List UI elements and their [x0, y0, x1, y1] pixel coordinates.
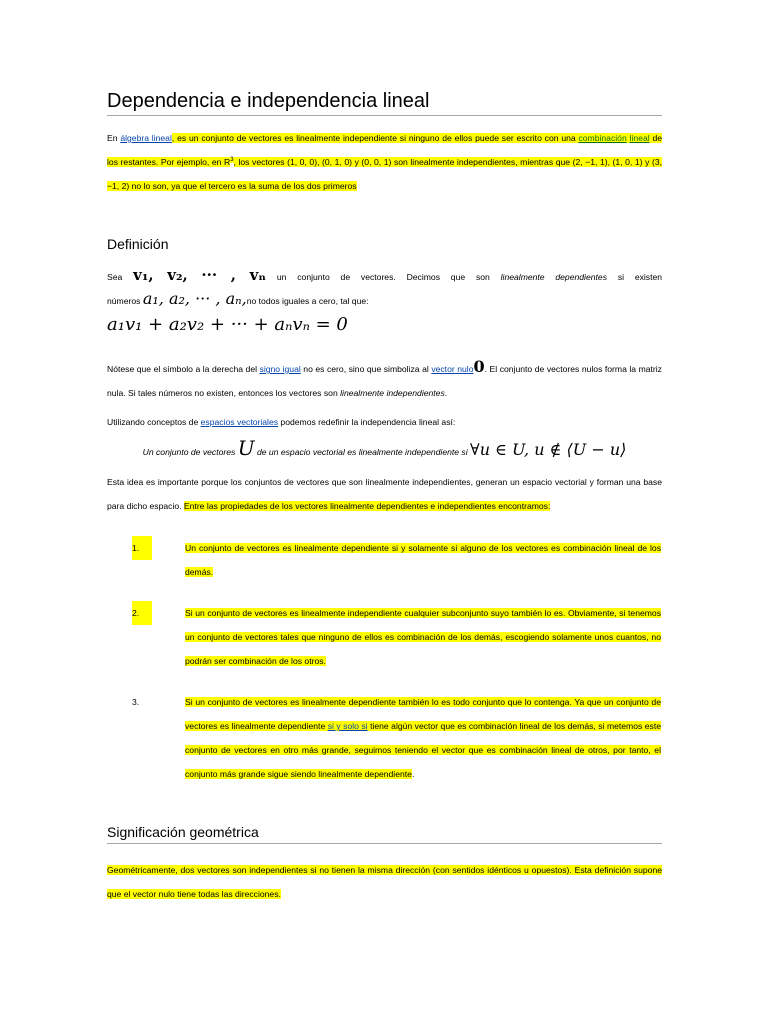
vectors-math: v₁, v₂, ··· , vₙ [133, 266, 267, 284]
intro-highlight-3: , los vectores (1, 0, 0), (0, 1, 0) y (0, 0, 1) son linealmente independientes, mientras que (2, −1, 1), (1, 0, 1) y (3, −1, 2) no lo son, ya que el tercero es la suma de los dos primeros [107, 157, 662, 191]
def-text-1: un conjunto de vectores. Decimos que son [276, 272, 490, 282]
span-condition-math: ∀u ∈ U, u ∉ ⟨U − u⟩ [470, 440, 627, 459]
list-item [132, 601, 661, 673]
note-text-b: no es cero, sino que simboliza al [300, 364, 432, 374]
note-italic: linealmente independientes [340, 388, 445, 398]
definition-heading: Definición [107, 236, 169, 252]
util-text-b: podemos redefinir la independencia lineal así: [278, 417, 456, 427]
list-item [132, 690, 661, 786]
utilizando-paragraph [107, 410, 662, 434]
sea-text: Sea [107, 272, 123, 282]
page-title: Dependencia e independencia lineal [107, 90, 662, 116]
list-text-a: Si un conjunto de vectores es linealmente dependiente también lo es todo conjunto que lo contenga. Ya que un conjunto de vectores es linealmente dependiente [185, 697, 661, 731]
geometric-heading: Significación geométrica [107, 824, 662, 844]
list-number: 3. [132, 697, 140, 707]
intro-highlight-2: de los restantes. Por ejemplo, en R [107, 133, 663, 167]
list-text-b: tiene algún vector que es combinación lineal de los demás, si metemos este conjunto de vectores en otro más grande, seguimos teniendo el vector que es combinación lineal de otros, por tanto, el conjunto más grande sigue siendo linealmente dependiente [185, 721, 661, 779]
set-U-math: U [237, 436, 255, 460]
zero-vector-math: 0 [473, 357, 485, 376]
link-lineal[interactable]: lineal [629, 133, 650, 143]
link-algebra-lineal[interactable]: álgebra lineal [120, 133, 172, 143]
list-text: Si un conjunto de vectores es linealmente independiente cualquier subconjunto suyo también lo es. Obviamente, si tenemos un conjunto de vectores tales que ninguno de ellos es combinación de los demás, escogiendo solamente unos cuantos, no podrán ser combinación de los otros. [185, 608, 661, 666]
list-number: 2. [132, 601, 152, 625]
centered-definition [107, 436, 662, 460]
note-text-a: Nótese que el símbolo a la derecha del [107, 364, 260, 374]
properties-list [132, 536, 661, 786]
note-text-d: . [444, 388, 448, 398]
note-paragraph [107, 355, 662, 405]
link-signo-igual[interactable]: signo igual [259, 364, 301, 374]
geometric-paragraph [107, 858, 662, 906]
list-text-c: . [411, 769, 415, 779]
link-espacios-vectoriales[interactable]: espacios vectoriales [200, 417, 279, 427]
link-combinacion[interactable]: combinación [578, 133, 627, 143]
no-todos-text: no todos iguales a cero, tal que: [246, 296, 369, 306]
center-text-a: Un conjunto de vectores [142, 447, 236, 457]
idea-paragraph [107, 470, 662, 518]
intro-text: En [107, 133, 121, 143]
superscript-3: 3 [230, 157, 234, 164]
idea-text: Esta idea es importante porque los conjuntos de vectores que son linealmente independientes, generan un espacio vectorial y forman una base para dicho espacio. [107, 477, 662, 511]
center-text-b: de un espacio vectorial es linealmente independiente si [256, 447, 468, 457]
list-number: 1. [132, 536, 152, 560]
geometric-highlight: Geométricamente, dos vectores son independientes si no tienen la misma dirección (con sentidos idénticos u opuestos). Esta definición supone que el vector nulo tiene todas las direcciones. [107, 865, 662, 899]
numeros-text: números [107, 296, 141, 306]
list-item [132, 536, 661, 584]
coef-math: a₁, a₂, ··· , aₙ, [142, 289, 247, 308]
idea-highlight: Entre las propiedades de los vectores linealmente dependientes e independientes encontramos: [183, 501, 551, 511]
note-text-c: . El conjunto de vectores nulos forma la matriz nula. Si tales números no existen, entonces los vectores son [107, 364, 662, 398]
util-text-a: Utilizando conceptos de [107, 417, 201, 427]
def-italic-1: linealmente dependientes [500, 272, 607, 282]
definition-line-2 [107, 287, 662, 313]
link-si-y-solo-si[interactable]: si y solo si [327, 721, 368, 731]
definition-equation: a₁v₁ + a₂v₂ + ··· + aₙvₙ = 0 [107, 314, 348, 335]
intro-highlight-1: , es un conjunto de vectores es linealmente independiente si ninguno de ellos puede ser escrito con una [171, 133, 579, 143]
intro-paragraph [107, 126, 662, 198]
definition-line-1 [107, 263, 662, 289]
def-text-2: si existen [617, 272, 663, 282]
link-vector-nulo[interactable]: vector nulo [431, 364, 474, 374]
list-text: Un conjunto de vectores es linealmente dependiente si y solamente si alguno de los vectores es combinación lineal de los demás. [185, 543, 661, 577]
